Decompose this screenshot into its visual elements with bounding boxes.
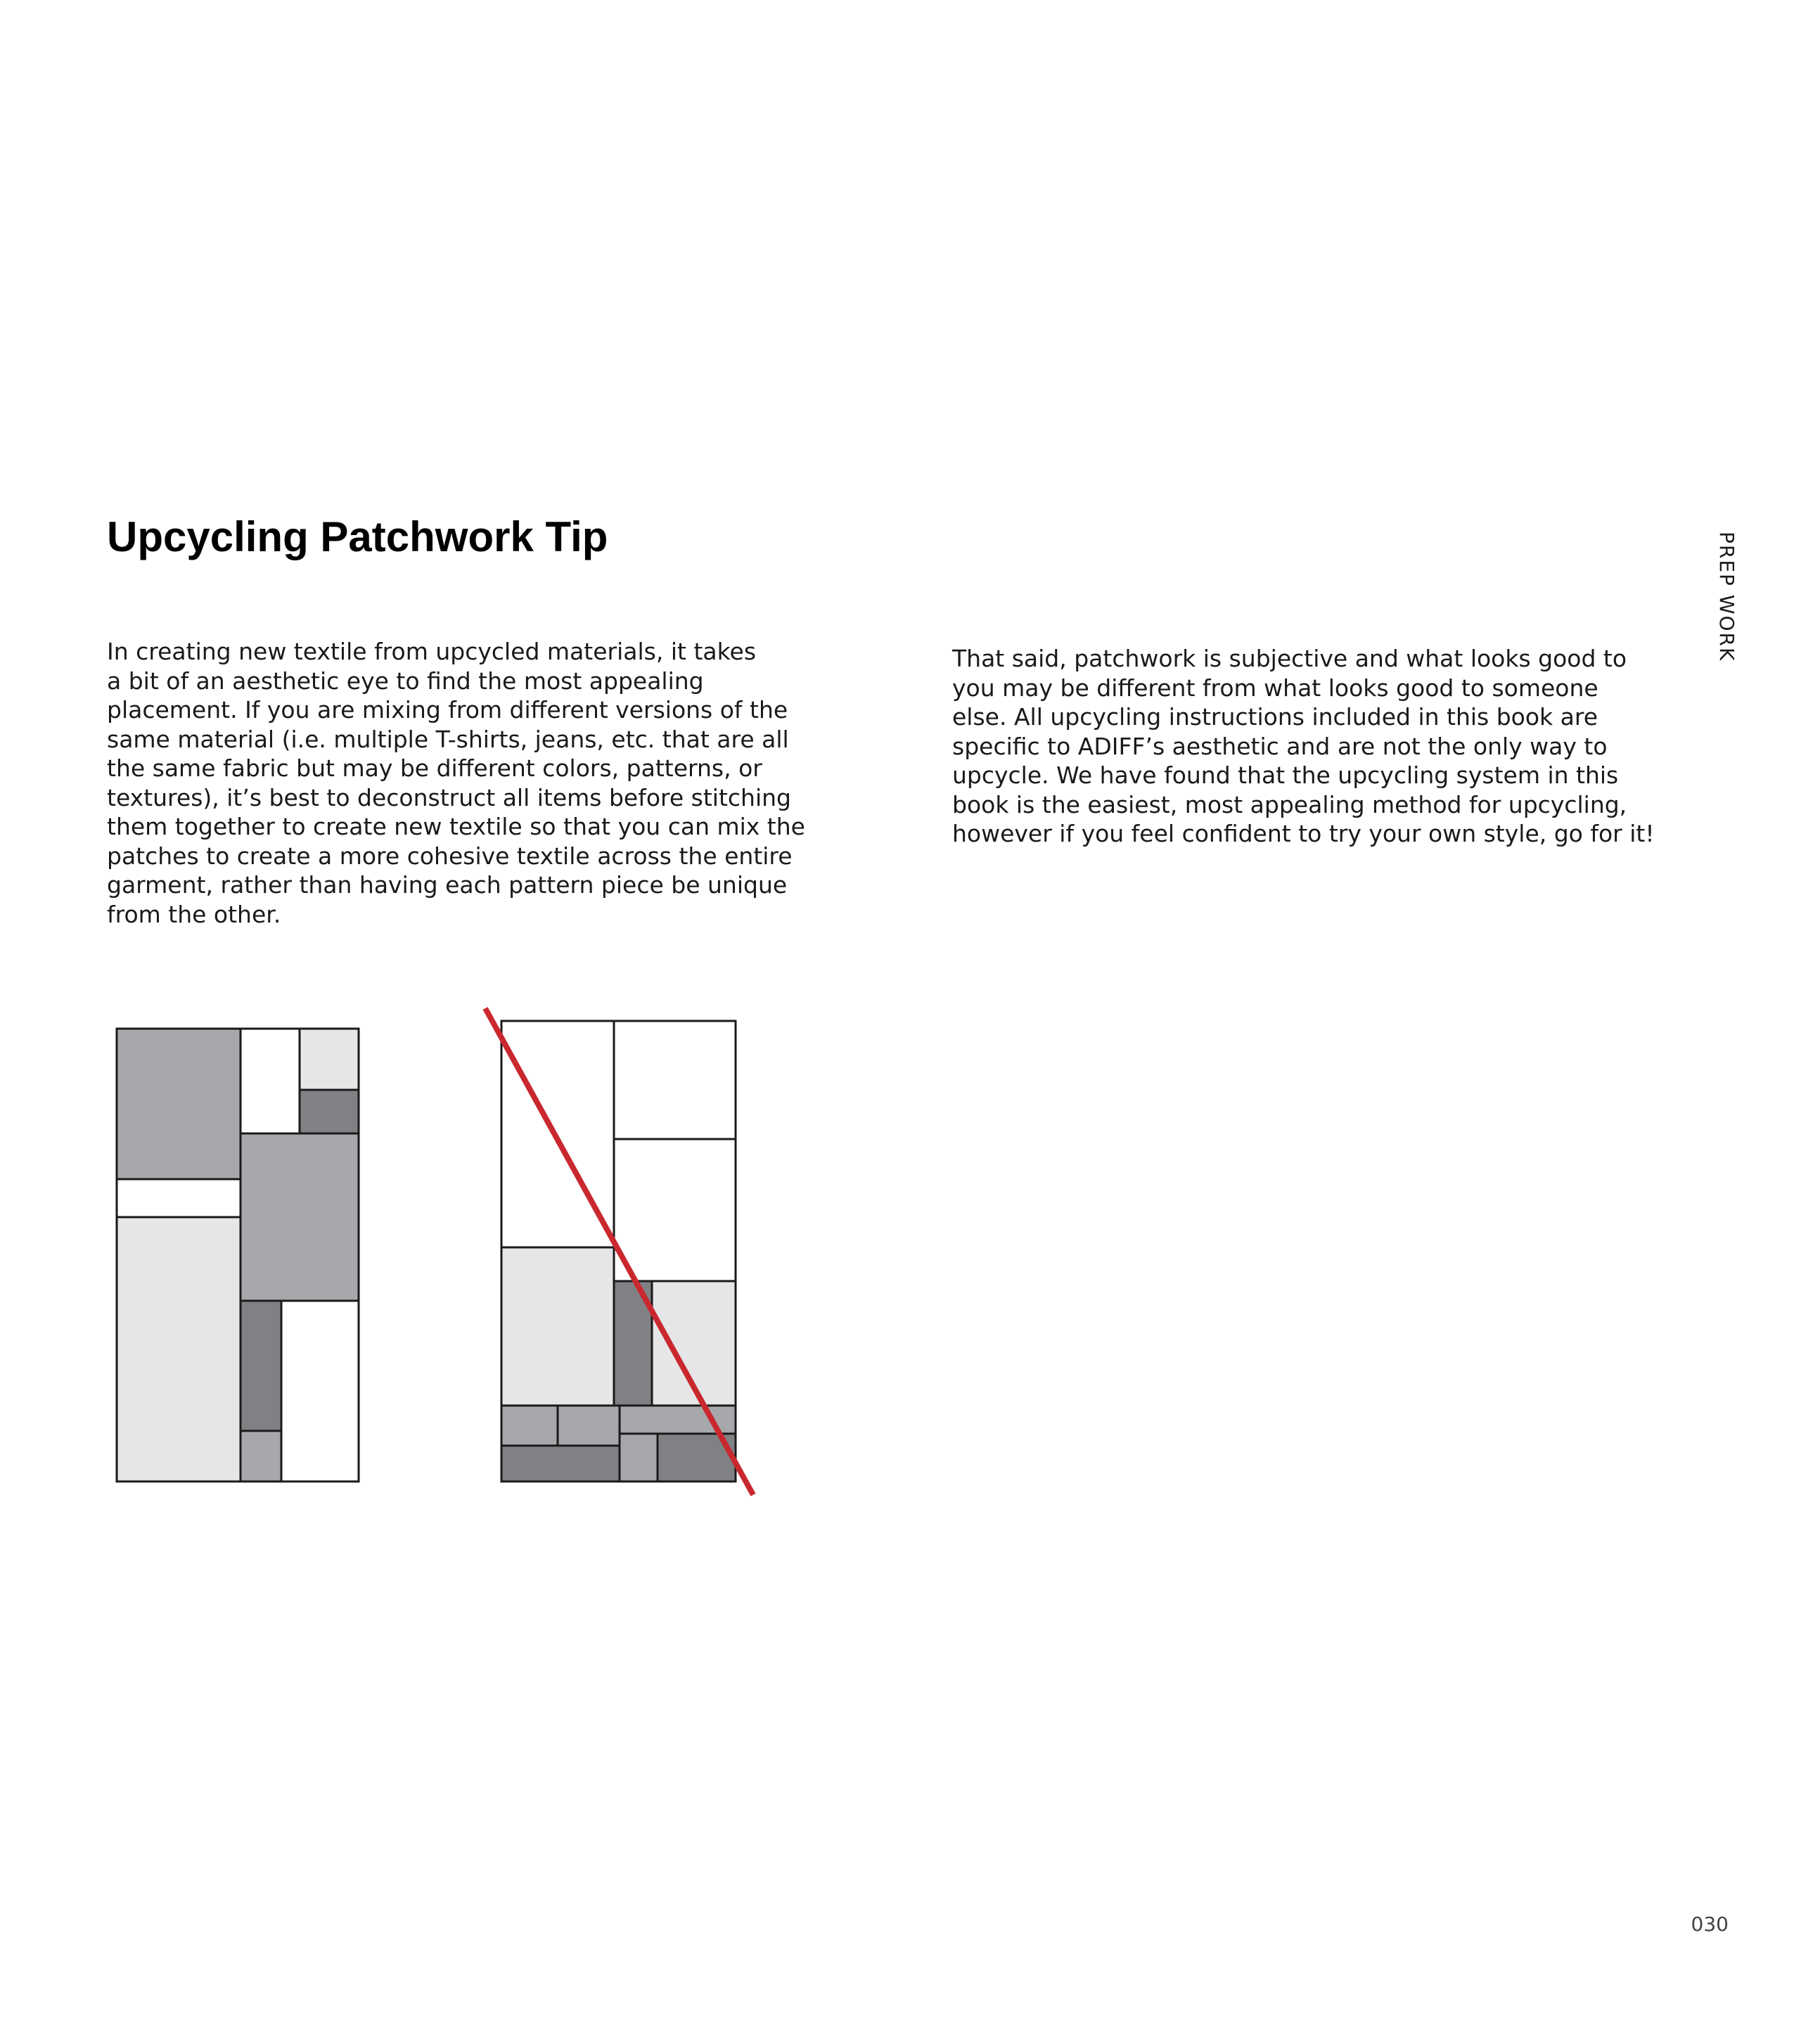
patch (241, 1431, 281, 1481)
patch (241, 1301, 281, 1431)
patch (658, 1434, 736, 1481)
patch (652, 1281, 736, 1406)
patch (614, 1139, 736, 1281)
crossed-out-patchwork-diagram (501, 1021, 736, 1481)
good-patchwork-diagram (117, 1029, 359, 1481)
page-number: 030 (1691, 1912, 1729, 1936)
patch (620, 1406, 736, 1434)
page-title: Upcycling Patchwork Tip (107, 513, 608, 560)
patch (300, 1090, 359, 1133)
patch (281, 1301, 359, 1481)
patch (117, 1029, 241, 1179)
patch (614, 1021, 736, 1139)
outline (501, 1021, 736, 1481)
strike-through-line (485, 1008, 753, 1495)
section-tab: PREP WORK (1715, 532, 1738, 662)
patch (620, 1434, 658, 1481)
patch (614, 1281, 652, 1406)
patch (501, 1021, 614, 1247)
patch (117, 1217, 241, 1481)
left-paragraph: In creating new textile from upcycled materials, it takes a bit of an aesthetic eye to find the most appealing placement. If you are mixing from different versions of the same material (i.e. multiple T-shirts, jeans, etc. that are all the same fabric but may be different colors, patterns, or textures), it’s best to deconstruct all items before stitching them together to create new textile so that you can mix the patches to create a more cohesive textile across the entire garment, rather than having each pattern piece be unique from the other. (107, 638, 805, 928)
patch (558, 1406, 620, 1446)
patch (241, 1029, 300, 1133)
patch (501, 1446, 620, 1481)
patch (501, 1247, 614, 1406)
patch (241, 1133, 359, 1301)
outline (117, 1029, 359, 1481)
right-paragraph: That said, patchwork is subjective and what looks good to you may be different from what looks good to someone else. All upcycling instructions included in this book are specific to ADIFF’s aesthetic and are not the only way to upcycle. We have found that the upcycling system in this book is the easiest, most appealing method for upcycling, however if you feel confident to try your own style, go for it! (952, 645, 1655, 847)
patch (300, 1029, 359, 1090)
patch (501, 1406, 558, 1446)
patch (117, 1179, 241, 1217)
